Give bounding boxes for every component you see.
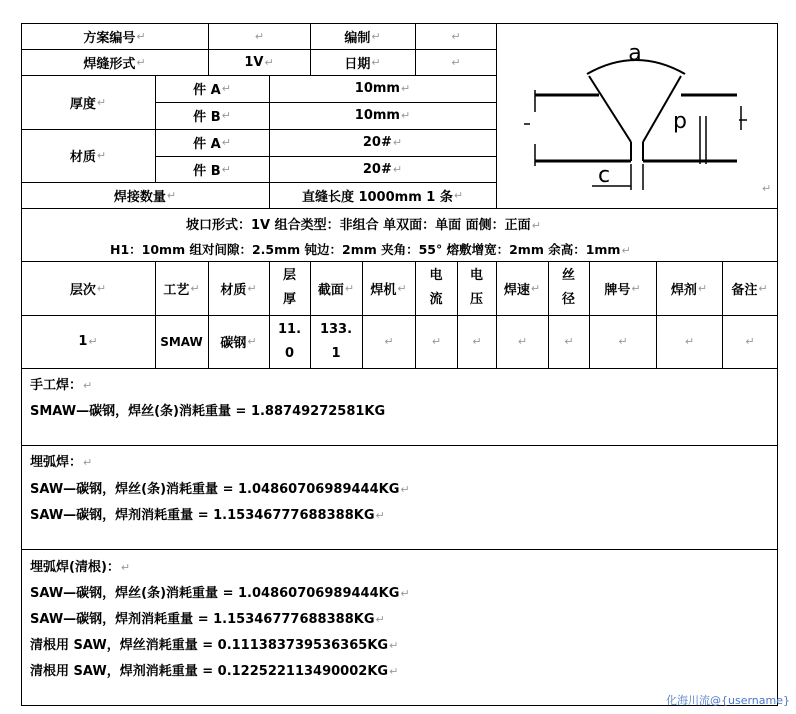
grid-line <box>21 208 777 209</box>
weld-count-label <box>21 182 269 208</box>
editor-value[interactable] <box>415 23 496 49</box>
header-voltage-1: 电 <box>469 268 483 283</box>
material-part-b-label <box>155 156 269 182</box>
part-a-label-text: 件 A <box>193 137 221 152</box>
paragraph-mark: ↵ <box>453 188 464 202</box>
watermark: 化海川流@{username} <box>666 694 790 707</box>
header-current <box>415 261 457 315</box>
saw-clean-title <box>30 556 130 575</box>
grid-line <box>21 705 777 706</box>
cell-wire-diameter[interactable] <box>548 315 589 368</box>
weld-count-label-text: 焊接数量 <box>113 189 166 205</box>
paragraph-mark: ↵ <box>190 281 200 295</box>
saw-line-2-text: SAW—碳钢，焊剂消耗重量 = 1.15346777688388KG <box>30 508 375 523</box>
paragraph-mark: ↵ <box>344 281 355 295</box>
paragraph-mark: ↵ <box>451 55 461 69</box>
cell-process-text: SMAW <box>160 334 203 349</box>
seam-length-value[interactable] <box>269 182 496 208</box>
saw-clean-line-3-text: 清根用 SAW，焊丝消耗重量 = 0.111383739536365KG <box>30 638 389 653</box>
thickness-a-text: 10mm <box>354 81 400 96</box>
seam-length-text: 直缝长度 1000mm 1 条 <box>301 189 453 205</box>
weld-form-value-text: 1V <box>244 54 264 70</box>
paragraph-mark: ↵ <box>472 335 482 348</box>
paragraph-mark: ↵ <box>221 136 231 149</box>
groove-info-line-1 <box>186 214 541 233</box>
header-material <box>208 261 269 315</box>
paragraph-mark: ↵ <box>762 182 772 195</box>
paragraph-mark: ↵ <box>221 162 231 176</box>
cell-section-2: 1 <box>331 345 341 361</box>
paragraph-mark: ↵ <box>96 281 107 295</box>
date-value[interactable] <box>415 49 496 75</box>
cell-machine[interactable] <box>362 315 415 368</box>
cell-speed[interactable] <box>496 315 548 368</box>
paragraph-mark: ↵ <box>371 29 381 43</box>
header-voltage-2: 压 <box>469 292 483 307</box>
thickness-b-text: 10mm <box>354 108 400 123</box>
paragraph-mark: ↵ <box>96 149 107 162</box>
material-part-a-label <box>155 129 269 156</box>
paragraph-mark: ↵ <box>530 281 541 295</box>
plan-no-label <box>21 23 208 49</box>
cell-layer[interactable] <box>21 315 155 368</box>
weld-form-label-text: 焊缝形式 <box>83 56 136 72</box>
cell-section[interactable] <box>310 315 362 368</box>
paragraph-mark: ↵ <box>384 335 394 348</box>
thickness-b-value[interactable] <box>269 102 496 129</box>
paragraph-mark: ↵ <box>400 587 410 600</box>
header-section <box>310 261 362 315</box>
header-layer-thickness <box>269 261 310 315</box>
paragraph-mark: ↵ <box>83 456 93 469</box>
groove-line-2-text: H1：10mm 组对间隙：2.5mm 钝边：2mm 夹角：55° 熔敷增宽：2mm 余高：1mm <box>110 242 621 257</box>
material-b-value[interactable] <box>269 156 496 182</box>
groove-info-line-2 <box>110 240 631 258</box>
header-current-1: 电 <box>429 268 443 283</box>
cell-note[interactable] <box>722 315 777 368</box>
groove-line-1-text: 坡口形式：1V 组合类型：非组合 单双面：单面 面侧：正面 <box>186 218 531 233</box>
paragraph-mark: ↵ <box>517 335 528 348</box>
cell-flux[interactable] <box>656 315 722 368</box>
paragraph-mark: ↵ <box>221 82 231 95</box>
header-note-text: 备注 <box>731 282 758 298</box>
plan-no-value[interactable] <box>208 23 310 49</box>
saw-clean-line-4-text: 清根用 SAW，焊剂消耗重量 = 0.122522113490002KG <box>30 664 389 679</box>
paragraph-mark: ↵ <box>371 55 381 69</box>
header-machine <box>362 261 415 315</box>
paragraph-mark: ↵ <box>684 335 695 348</box>
header-brand-text: 牌号 <box>604 282 631 298</box>
manual-weld-line-1: SMAW—碳钢，焊丝(条)消耗重量 = 1.88749272581KG <box>30 404 386 419</box>
header-thick-2: 厚 <box>282 292 296 307</box>
paragraph-mark: ↵ <box>136 29 146 43</box>
saw-clean-line-2-text: SAW—碳钢，焊剂消耗重量 = 1.15346777688388KG <box>30 612 375 627</box>
cell-layer-thickness[interactable] <box>269 315 310 368</box>
header-wire-2: 径 <box>561 292 575 307</box>
paragraph-mark: ↵ <box>166 188 177 202</box>
cell-brand[interactable] <box>589 315 656 368</box>
part-b-label-text: 件 B <box>193 110 221 125</box>
editor-label-text: 编制 <box>344 30 371 46</box>
paragraph-mark: ↵ <box>375 509 385 522</box>
material-a-text: 20# <box>362 135 392 150</box>
header-process <box>155 261 208 315</box>
groove-left-bevel <box>589 76 631 142</box>
saw-title <box>30 451 92 470</box>
paragraph-mark: ↵ <box>400 82 411 95</box>
paragraph-mark: ↵ <box>392 136 403 149</box>
paragraph-mark: ↵ <box>392 162 403 176</box>
saw-clean-line-1-text: SAW—碳钢，焊丝(条)消耗重量 = 1.04860706989444KG <box>30 586 400 601</box>
paragraph-mark: ↵ <box>531 219 541 232</box>
cell-layer-text: 1 <box>78 334 88 349</box>
paragraph-mark: ↵ <box>136 55 146 69</box>
thickness-label-text: 厚度 <box>69 96 96 112</box>
paragraph-mark: ↵ <box>564 335 574 348</box>
plan-no-label-text: 方案编号 <box>83 30 136 46</box>
material-b-text: 20# <box>362 161 392 177</box>
paragraph-mark: ↵ <box>254 29 265 43</box>
label-p: p <box>673 109 687 134</box>
cell-process[interactable] <box>155 315 208 368</box>
header-note <box>722 261 777 315</box>
manual-weld-title <box>30 374 92 393</box>
date-label-text: 日期 <box>344 56 371 72</box>
grid-line <box>21 549 777 550</box>
header-thick-1: 层 <box>282 268 296 283</box>
cell-thick-2: 0 <box>284 345 295 361</box>
header-flux-text: 焊剂 <box>670 282 697 298</box>
header-machine-text: 焊机 <box>370 282 397 298</box>
paragraph-mark: ↵ <box>83 379 93 392</box>
paragraph-mark: ↵ <box>389 665 399 678</box>
header-current-2: 流 <box>429 292 443 307</box>
saw-clean-line-4 <box>30 660 398 679</box>
paragraph-mark: ↵ <box>758 281 768 295</box>
header-material-text: 材质 <box>220 282 247 298</box>
paragraph-mark: ↵ <box>621 244 631 257</box>
saw-clean-title-text: 埋弧焊(清根)： <box>30 560 120 575</box>
grid-line <box>777 23 778 706</box>
header-process-text: 工艺 <box>163 282 190 298</box>
cell-material[interactable] <box>208 315 269 368</box>
cell-voltage[interactable] <box>457 315 496 368</box>
date-label <box>310 49 415 75</box>
groove-diagram <box>497 24 776 208</box>
saw-title-text: 埋弧焊： <box>30 455 83 470</box>
cell-current[interactable] <box>415 315 457 368</box>
header-brand <box>589 261 656 315</box>
saw-line-1-text: SAW—碳钢，焊丝(条)消耗重量 = 1.04860706989444KG <box>30 482 400 497</box>
paragraph-mark: ↵ <box>431 335 442 348</box>
thickness-label <box>21 75 155 129</box>
label-a: a <box>628 41 642 66</box>
saw-clean-line-2 <box>30 608 385 627</box>
header-voltage <box>457 261 496 315</box>
paragraph-mark: ↵ <box>451 29 461 43</box>
paragraph-mark: ↵ <box>221 109 231 122</box>
header-layer <box>21 261 155 315</box>
weld-form-label <box>21 49 208 75</box>
material-label-text: 材质 <box>69 150 96 165</box>
paragraph-mark: ↵ <box>697 281 708 295</box>
paragraph-mark: ↵ <box>247 281 257 295</box>
weld-form-value[interactable] <box>208 49 310 75</box>
saw-line-1 <box>30 478 410 497</box>
cell-material-text: 碳钢 <box>220 336 247 351</box>
thickness-a-value[interactable] <box>269 75 496 102</box>
paragraph-mark: ↵ <box>631 281 641 295</box>
header-section-text: 截面 <box>317 282 344 298</box>
paragraph-mark: ↵ <box>389 639 399 652</box>
paragraph-mark: ↵ <box>618 335 628 348</box>
saw-clean-line-1 <box>30 582 410 601</box>
paragraph-mark: ↵ <box>96 95 107 109</box>
label-c: c <box>597 163 611 188</box>
part-a-label-text: 件 A <box>193 83 221 98</box>
header-wire-diameter <box>548 261 589 315</box>
paragraph-mark: ↵ <box>120 561 131 574</box>
grid-line <box>21 368 777 369</box>
material-label <box>21 129 155 182</box>
saw-line-2 <box>30 504 385 523</box>
editor-label <box>310 23 415 49</box>
header-speed-text: 焊速 <box>503 282 530 298</box>
material-a-value[interactable] <box>269 129 496 156</box>
paragraph-mark: ↵ <box>397 281 407 295</box>
header-flux <box>656 261 722 315</box>
paragraph-mark: ↵ <box>745 335 755 348</box>
cell-section-1: 133. <box>319 321 353 337</box>
manual-weld-title-text: 手工焊： <box>30 378 83 393</box>
saw-clean-line-3 <box>30 634 398 653</box>
thickness-part-a-label <box>155 75 269 102</box>
header-wire-1: 丝 <box>561 268 575 283</box>
header-layer-text: 层次 <box>69 282 96 298</box>
part-b-label-text: 件 B <box>193 163 221 179</box>
grid-line <box>21 445 777 446</box>
paragraph-mark: ↵ <box>400 483 410 496</box>
paragraph-mark: ↵ <box>400 109 411 122</box>
header-speed <box>496 261 548 315</box>
paragraph-mark: ↵ <box>375 613 385 626</box>
thickness-part-b-label <box>155 102 269 129</box>
paragraph-mark: ↵ <box>88 335 98 348</box>
cell-thick-1: 11. <box>277 321 302 337</box>
paragraph-mark: ↵ <box>247 335 257 348</box>
paragraph-mark: ↵ <box>264 55 274 69</box>
